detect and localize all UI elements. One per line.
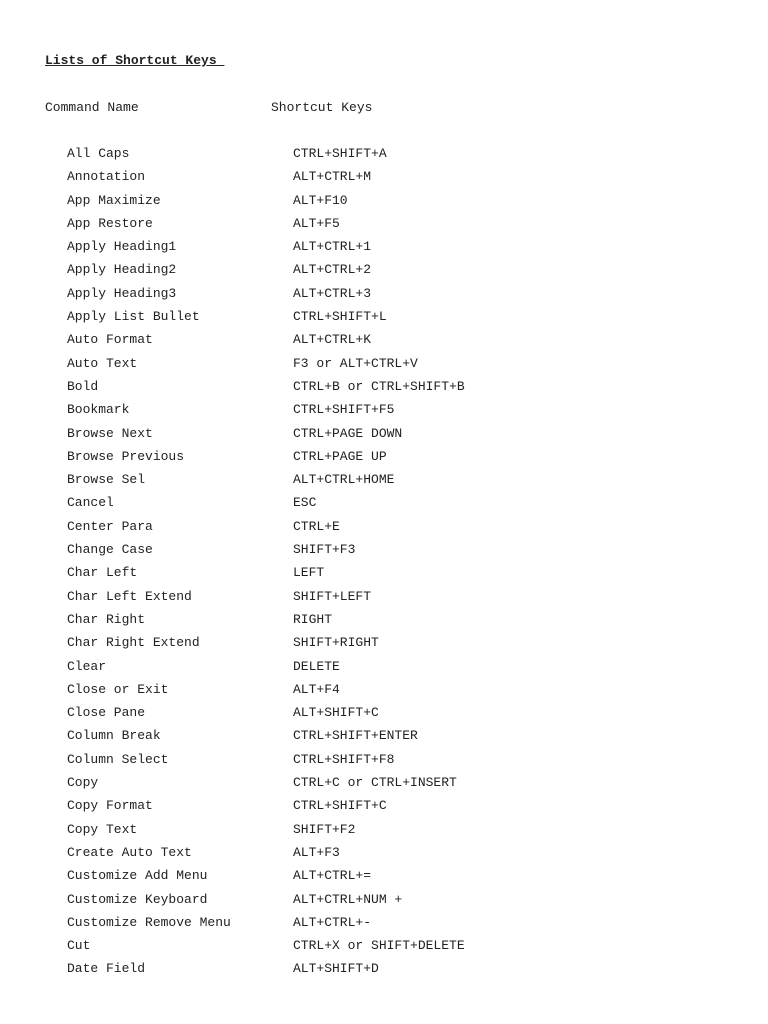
command-name: Auto Format	[67, 332, 153, 348]
command-name: Column Select	[67, 751, 169, 767]
shortcut-keys: ALT+CTRL+-	[293, 914, 372, 930]
shortcut-row	[67, 495, 747, 518]
command-name: Cancel	[67, 495, 114, 511]
shortcut-keys: ALT+CTRL+2	[293, 262, 372, 278]
command-name: Auto Text	[67, 355, 138, 371]
shortcut-keys: CTRL+SHIFT+A	[293, 146, 387, 161]
command-name: Center Para	[67, 518, 153, 534]
command-name: Char Right Extend	[67, 635, 200, 651]
shortcut-keys-header: Shortcut Keys	[271, 100, 373, 115]
command-name: Browse Previous	[67, 448, 185, 464]
shortcut-row	[67, 961, 747, 984]
shortcut-row	[67, 659, 747, 682]
shortcut-keys: ALT+CTRL+NUM +	[293, 891, 403, 907]
shortcut-keys: CTRL+SHIFT+ENTER	[293, 728, 418, 744]
shortcut-row	[67, 472, 747, 495]
shortcut-keys: DELETE	[293, 658, 340, 674]
shortcut-row	[67, 426, 747, 449]
shortcut-keys: CTRL+SHIFT+F5	[293, 402, 395, 418]
shortcut-keys: CTRL+PAGE DOWN	[293, 425, 403, 441]
command-name: Column Break	[67, 728, 161, 744]
shortcut-keys: RIGHT	[293, 611, 333, 627]
shortcut-keys: ALT+CTRL+K	[293, 332, 372, 348]
command-name: Annotation	[67, 169, 146, 185]
shortcut-row	[67, 775, 747, 798]
shortcut-keys: ALT+CTRL+1	[293, 239, 372, 255]
command-name: Apply Heading2	[67, 262, 177, 278]
shortcut-row	[67, 635, 747, 658]
shortcut-keys: ALT+CTRL+3	[293, 285, 372, 301]
command-name: Char Left	[67, 565, 138, 581]
command-name: Char Right	[67, 611, 146, 627]
shortcut-row	[67, 542, 747, 565]
command-name: App Maximize	[67, 192, 161, 208]
shortcut-keys: ALT+F3	[293, 844, 340, 860]
shortcut-row	[67, 239, 747, 262]
shortcut-keys: CTRL+C or CTRL+INSERT	[293, 775, 457, 791]
shortcut-keys: ALT+F4	[293, 681, 340, 697]
shortcut-row	[67, 262, 747, 285]
command-name: Date Field	[67, 961, 146, 977]
command-name: Char Left Extend	[67, 588, 192, 604]
shortcut-row	[67, 286, 747, 309]
command-name: Clear	[67, 658, 107, 674]
shortcut-keys: SHIFT+RIGHT	[293, 635, 379, 651]
shortcut-row	[67, 356, 747, 379]
shortcut-row	[67, 868, 747, 891]
command-name: Browse Sel	[67, 472, 146, 488]
command-name: Customize Add Menu	[67, 868, 208, 884]
shortcut-keys: ESC	[293, 495, 317, 511]
shortcut-row	[67, 938, 747, 961]
shortcut-row	[67, 332, 747, 355]
shortcut-row	[67, 728, 747, 751]
shortcut-row	[67, 845, 747, 868]
shortcut-row	[67, 822, 747, 845]
shortcut-keys: SHIFT+F3	[293, 542, 356, 558]
command-name: All Caps	[67, 146, 130, 161]
command-name: Apply List Bullet	[67, 309, 200, 325]
shortcut-keys: CTRL+SHIFT+C	[293, 798, 387, 814]
shortcut-keys: SHIFT+LEFT	[293, 588, 372, 604]
command-name: Customize Remove Menu	[67, 914, 231, 930]
shortcut-row	[67, 752, 747, 775]
command-name: Copy	[67, 775, 99, 791]
shortcut-row	[67, 798, 747, 821]
shortcut-keys: F3 or ALT+CTRL+V	[293, 355, 418, 371]
shortcut-row	[67, 612, 747, 635]
shortcut-row	[67, 682, 747, 705]
shortcut-keys: ALT+SHIFT+C	[293, 705, 379, 721]
shortcut-keys: ALT+SHIFT+D	[293, 961, 379, 977]
shortcut-row	[67, 519, 747, 542]
column-header-row	[45, 100, 745, 148]
command-name: Browse Next	[67, 425, 153, 441]
shortcut-keys: ALT+CTRL+HOME	[293, 472, 395, 488]
command-name: App Restore	[67, 215, 153, 231]
shortcut-keys: CTRL+SHIFT+F8	[293, 751, 395, 767]
shortcut-keys: CTRL+PAGE UP	[293, 448, 387, 464]
shortcut-keys: CTRL+X or SHIFT+DELETE	[293, 938, 465, 954]
shortcut-keys: CTRL+E	[293, 518, 340, 534]
command-name: Bold	[67, 378, 99, 394]
command-name: Apply Heading1	[67, 239, 177, 255]
command-name: Close or Exit	[67, 681, 169, 697]
command-name: Apply Heading3	[67, 285, 177, 301]
command-name: Change Case	[67, 542, 153, 558]
shortcut-row	[67, 915, 747, 938]
shortcut-row	[67, 193, 747, 216]
shortcut-keys: ALT+CTRL+M	[293, 169, 372, 185]
shortcut-row	[67, 169, 747, 192]
command-name: Copy Format	[67, 798, 153, 814]
command-name: Create Auto Text	[67, 844, 192, 860]
shortcut-row	[67, 449, 747, 472]
shortcut-keys: ALT+F10	[293, 192, 348, 208]
shortcut-row	[67, 379, 747, 402]
shortcut-row	[67, 892, 747, 915]
shortcut-keys: CTRL+B or CTRL+SHIFT+B	[293, 378, 465, 394]
command-name: Copy Text	[67, 821, 138, 837]
shortcut-row	[67, 565, 747, 588]
shortcut-row	[67, 402, 747, 425]
command-name: Bookmark	[67, 402, 130, 418]
command-name-header: Command Name	[45, 100, 139, 115]
shortcut-row	[67, 309, 747, 332]
shortcut-row	[67, 705, 747, 728]
command-name: Customize Keyboard	[67, 891, 208, 907]
shortcut-list	[67, 146, 747, 985]
shortcut-keys: ALT+F5	[293, 215, 340, 231]
shortcut-keys: LEFT	[293, 565, 325, 581]
shortcut-row	[67, 589, 747, 612]
command-name: Close Pane	[67, 705, 146, 721]
shortcut-keys: CTRL+SHIFT+L	[293, 309, 387, 325]
command-name: Cut	[67, 938, 91, 954]
shortcut-row	[67, 216, 747, 239]
shortcut-keys: SHIFT+F2	[293, 821, 356, 837]
document-title: Lists of Shortcut Keys	[45, 53, 225, 68]
shortcut-keys: ALT+CTRL+=	[293, 868, 372, 884]
shortcut-row	[67, 146, 747, 169]
